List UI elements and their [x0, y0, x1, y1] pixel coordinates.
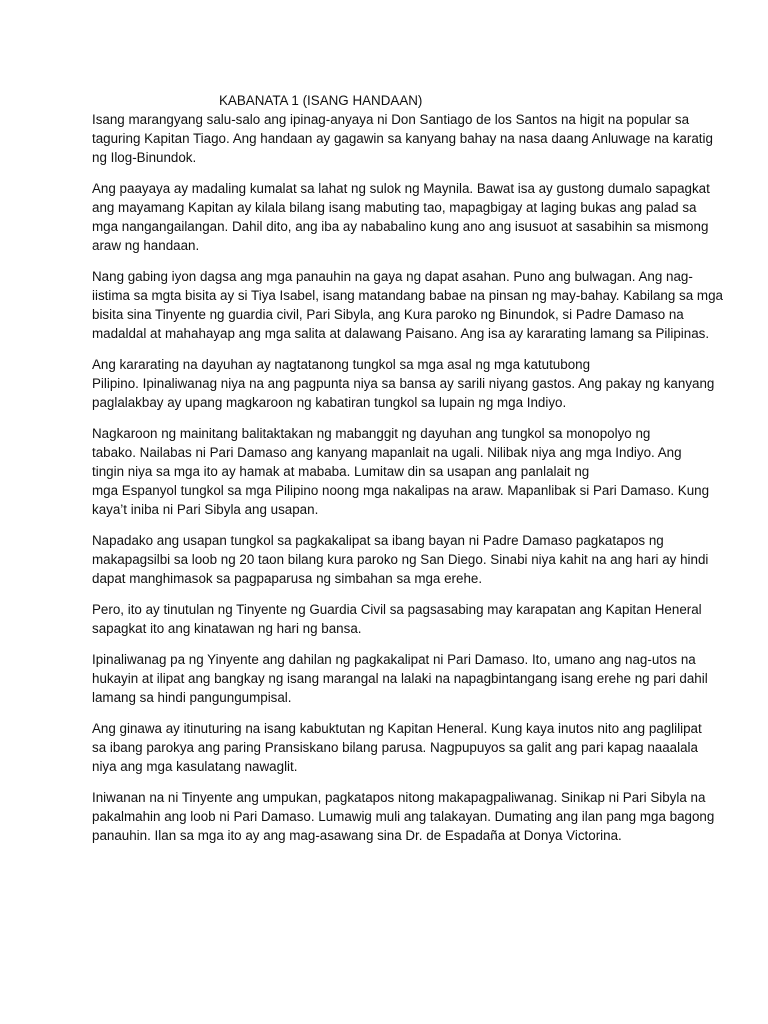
paragraph: [92, 179, 710, 255]
text-line: hukayin at ilipat ang bangkay ng isang marangal na lalaki na napagbintangang isang erehe ng pari dahil: [92, 671, 708, 686]
text-line: kaya’t iniba ni Pari Sibyla ang usapan.: [92, 502, 319, 517]
text-line: araw ng handaan.: [92, 238, 200, 253]
text-line: mga Espanyol tungkol sa mga Pilipino noong mga nakalipas na araw. Mapanlibak si Pari Damaso. Kung: [92, 483, 710, 498]
text-line: taguring Kapitan Tiago. Ang handaan ay gagawin sa kanyang bahay na nasa daang Anluwage na karatig: [92, 131, 713, 146]
text-line: Nang gabing iyon dagsa ang mga panauhin na gaya ng dapat asahan. Puno ang bulwagan. Ang nag-: [92, 269, 693, 284]
text-line: Napadako ang usapan tungkol sa pagkakalipat sa ibang bayan ni Padre Damaso pagkatapos ng: [92, 533, 664, 548]
paragraph: [92, 424, 710, 519]
text-line: Ang paayaya ay madaling kumalat sa lahat ng sulok ng Maynila. Bawat isa ay gustong dumalo sapagkat: [92, 181, 710, 196]
text-line: niya ang mga kasulatang nawaglit.: [92, 759, 298, 774]
text-line: Pero, ito ay tinutulan ng Tinyente ng Guardia Civil sa pagsasabing may karapatan ang Kapitan Heneral: [92, 602, 702, 617]
text-line: madaldal at mahahayap ang mga salita at dalawang Paisano. Ang isa ay kararating lamang sa Pilipinas.: [92, 326, 710, 341]
text-line: pakalmahin ang loob ni Pari Damaso. Lumawig muli ang talakayan. Dumating ang ilan pang mga bagong: [92, 809, 715, 824]
text-line: ang mayamang Kapitan ay kilala bilang isang mabuting tao, mapagbigay at laging bukas ang palad sa: [92, 200, 697, 215]
text-line: Nagkaroon ng mainitang balitaktakan ng mabanggit ng dayuhan ang tungkol sa monopolyo ng: [92, 426, 651, 441]
text-line: panauhin. Ilan sa mga ito ay ang mag-asawang sina Dr. de Espadaña at Donya Victorina.: [92, 828, 622, 843]
text-line: Ipinaliwanag pa ng Yinyente ang dahilan ng pagkakalipat ni Pari Damaso. Ito, umano ang nag-utos na: [92, 652, 696, 667]
paragraph: [92, 650, 708, 707]
paragraph: [92, 788, 715, 845]
text-line: Ang ginawa ay itinuturing na isang kabuktutan ng Kapitan Heneral. Kung kaya inutos nito ang paglilipat: [92, 721, 702, 736]
text-line: Ang kararating na dayuhan ay nagtatanong tungkol sa mga asal ng mga katutubong: [92, 357, 591, 372]
text-line: iistima sa mgta bisita ay si Tiya Isabel, isang matandang babae na pinsan ng may-bahay. Kabilang sa mga: [92, 288, 723, 303]
text-line: ng Ilog-Binundok.: [92, 150, 197, 165]
text-line: sa ibang parokya ang paring Pransiskano bilang parusa. Nagpupuyos sa galit ang pari kapag naaalala: [92, 740, 698, 755]
text-line: Isang marangyang salu-salo ang ipinag-anyaya ni Don Santiago de los Santos na higit na popular sa: [92, 112, 690, 127]
text-line: paglalakbay ay upang magkaroon ng kabatiran tungkol sa lupain ng mga Indiyo.: [92, 395, 567, 410]
text-line: bisita sina Tinyente ng guardia civil, Pari Sibyla, ang Kura paroko ng Binundok, si Padre Damaso na: [92, 307, 684, 322]
text-line: makapagsilbi sa loob ng 20 taon bilang kura paroko ng San Diego. Sinabi niya kahit na ang hari ay hindi: [92, 552, 709, 567]
text-line: Pilipino. Ipinaliwanag niya na ang pagpunta niya sa bansa ay sarili niyang gastos. Ang pakay ng kanyang: [92, 376, 715, 391]
paragraph: [92, 267, 723, 343]
paragraph: [92, 355, 715, 412]
paragraph: [92, 110, 713, 167]
chapter-title: KABANATA 1 (ISANG HANDAAN): [219, 93, 423, 108]
document-body: [92, 110, 723, 845]
paragraph: [92, 531, 709, 588]
text-line: mga nangangailangan. Dahil dito, ang iba ay nababalino kung ano ang isusuot at sasabihin sa mismong: [92, 219, 709, 234]
paragraph: [92, 719, 702, 776]
text-line: tabako. Nailabas ni Pari Damaso ang kanyang mapanlait na ugali. Nilibak niya ang mga Indiyo. Ang: [92, 445, 682, 460]
text-line: tingin niya sa mga ito ay hamak at mababa. Lumitaw din sa usapan ang panlalait ng: [92, 464, 590, 479]
text-line: dapat manghimasok sa pagpaparusa ng simbahan sa mga erehe.: [92, 571, 483, 586]
text-line: Iniwanan na ni Tinyente ang umpukan, pagkatapos nitong makapagpaliwanag. Sinikap ni Pari Sibyla na: [92, 790, 706, 805]
text-line: sapagkat ito ang kinatawan ng hari ng bansa.: [92, 621, 362, 636]
text-line: lamang sa hindi pangungumpisal.: [92, 690, 292, 705]
paragraph: [92, 600, 702, 638]
